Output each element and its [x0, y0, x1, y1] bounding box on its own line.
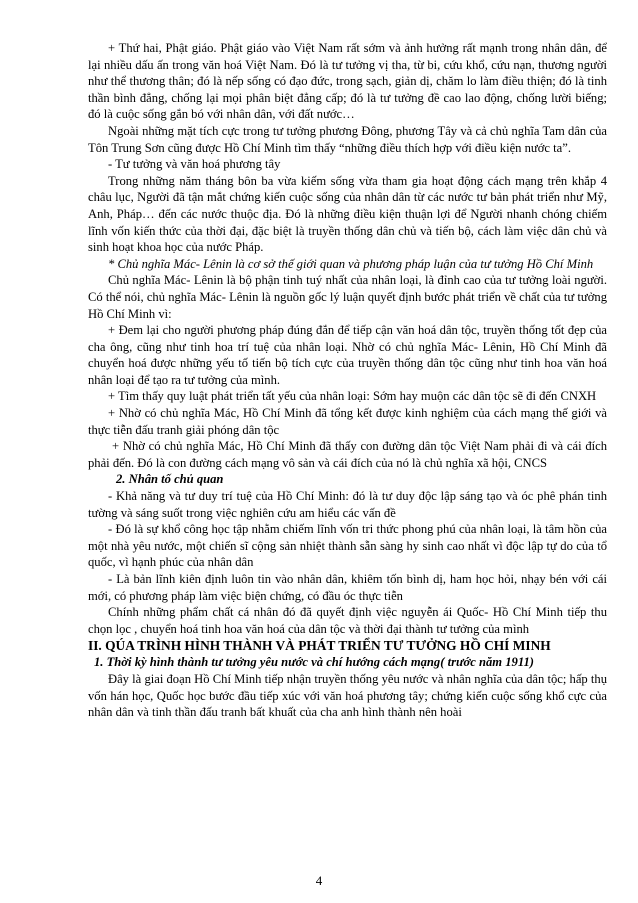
bullet-study: - Đó là sự khổ công học tập nhằm chiếm lĩnh vốn tri thức phong phú của nhân loại, là tâm hồn của một nhà yêu nước, một chiến sĩ cộng sản nhiệt thành sẵn sàng hy sinh cao nhất vì độc lập tự do của tổ quốc, vì hạnh phúc của nhân dân	[88, 522, 607, 570]
page-number: 4	[315, 873, 323, 888]
paragraph-qualities: Chính những phẩm chất cá nhân đó đã quyết định việc nguyễn ái Quốc- Hồ Chí Minh tiếp thu chọn lọc , chuyển hoá tinh hoa văn hoá của dân tộc và thời đại thành tư tưởng của mình	[88, 605, 607, 636]
bullet-path: + Nhờ có chủ nghĩa Mác, Hồ Chí Minh đã thấy con đường dân tộc Việt Nam phải đi và cái đích phải đến. Đó là con đường cách mạng vô sản và cái đích của nó là chủ nghĩa xã hội, CNCS	[88, 439, 607, 470]
bullet-steadfast: - Là bản lĩnh kiên định luôn tin vào nhân dân, khiêm tốn bình dị, ham học hỏi, nhạy bén với cái mới, có phương pháp làm việc biện chứng, có đầu óc thực tiễn	[88, 572, 607, 603]
bullet-intellect: - Khả năng và tư duy trí tuệ của Hồ Chí Minh: đó là tư duy độc lập sáng tạo và óc phê phán tinh tường và sáng suốt trong việc nghiên cứu am hiểu các vấn đề	[88, 489, 607, 520]
section-heading-formation: II. QÚA TRÌNH HÌNH THÀNH VÀ PHÁT TRIỂN TƯ TƯỞNG HỒ CHÍ MINH	[88, 638, 551, 654]
paragraph-period-1: Đây là giai đoạn Hồ Chí Minh tiếp nhận truyền thống yêu nước và nhân nghĩa của dân tộc; hấp thụ vốn hán học, Quốc học bước đầu tiếp xúc với văn hoá phương tây; chứng kiến cuộc sống khổ cực của nhân dân và tinh thần đấu tranh bất khuất của cha anh hình thành nên hoài	[88, 671, 607, 720]
bullet-law: + Tìm thấy quy luật phát triển tất yếu của nhân loại: Sớm hay muộn các dân tộc sẽ đi đến CNXH	[108, 389, 597, 404]
subheading-western-culture: - Tư tưởng và văn hoá phương tây	[108, 157, 281, 172]
document-body	[88, 40, 607, 721]
subheading-marxism-leninism: * Chủ nghĩa Mác- Lênin là cơ sở thế giới quan và phương pháp luận của tư tưởng Hồ Chí Minh	[108, 256, 594, 271]
bullet-experience: + Nhờ có chủ nghĩa Mác, Hồ Chí Minh đã tổng kết được kinh nghiệm của cách mạng thế giới và thực tiễn đấu tranh giải phóng dân tộc	[88, 406, 607, 437]
section-subjective-factors: 2. Nhân tố chủ quan	[116, 472, 224, 487]
paragraph-travels: Trong những năm tháng bôn ba vừa kiếm sống vừa tham gia hoạt động cách mạng trên khắp 4 châu lục, Người đã tận mắt chứng kiến cuộc sống của nhân dân từ các nước tư bản phát triển như Mỹ, Anh, Pháp… đến các nước thuộc địa. Đó là những điều kiện thuận lợi để Người nhanh chóng chiếm lĩnh vốn kiến thức của thời đại, đặc biệt là truyền thống dân chủ và tiến bộ, cách làm việc dân chủ và sinh hoạt khoa học của nước Pháp.	[88, 173, 607, 255]
paragraph-marxism-intro: Chủ nghĩa Mác- Lênin là bộ phận tinh tuý nhất của nhân loại, là đỉnh cao của tư tưởng loài người. Có thể nói, chủ nghĩa Mác- Lênin là nguồn gốc lý luận quyết định bước phát triển về chất của tư tưởng Hồ Chí Minh vì:	[88, 273, 607, 321]
paragraph-buddhism: + Thứ hai, Phật giáo. Phật giáo vào Việt Nam rất sớm và ảnh hưởng rất mạnh trong nhân dân, để lại nhiều dấu ấn trong văn hoá Việt Nam. Đó là tư tưởng vị tha, từ bi, cứu khổ, cứu nạn, thương người như thể thương thân; đó là nếp sống có đạo đức, trong sạch, giản dị, chăm lo làm điều thiện; đó là tinh thần bình đẳng, chống lại mọi phân biệt đẳng cấp; đó là tư tưởng đề cao lao động, chống lười biếng; đó là cuộc sống gắn bó với nhân dân, với đất nước…	[88, 41, 607, 122]
paragraph-eastern-western: Ngoài những mặt tích cực trong tư tưởng phương Đông, phương Tây và cả chủ nghĩa Tam dân của Tôn Trung Sơn cũng được Hồ Chí Minh tìm thấy “những điều thích hợp với điều kiện nước ta”.	[88, 123, 607, 155]
subsection-heading-period-1: 1. Thời kỳ hình thành tư tưởng yêu nước và chí hướng cách mạng( trước năm 1911)	[94, 655, 534, 670]
bullet-method: + Đem lại cho người phương pháp đúng đắn để tiếp cận văn hoá dân tộc, truyền thống tốt đẹp của cha ông, cũng như tinh hoa trí tuệ của nhân loại. Nhờ có chủ nghĩa Mác- Lênin, Hồ Chí Minh đã chuyển hoá được những yếu tố tiến bộ tích cực của truyền thống dân tộc cũng như tinh hoa văn hoá nhân loại để tạo ra tư tưởng của mình.	[88, 323, 607, 387]
